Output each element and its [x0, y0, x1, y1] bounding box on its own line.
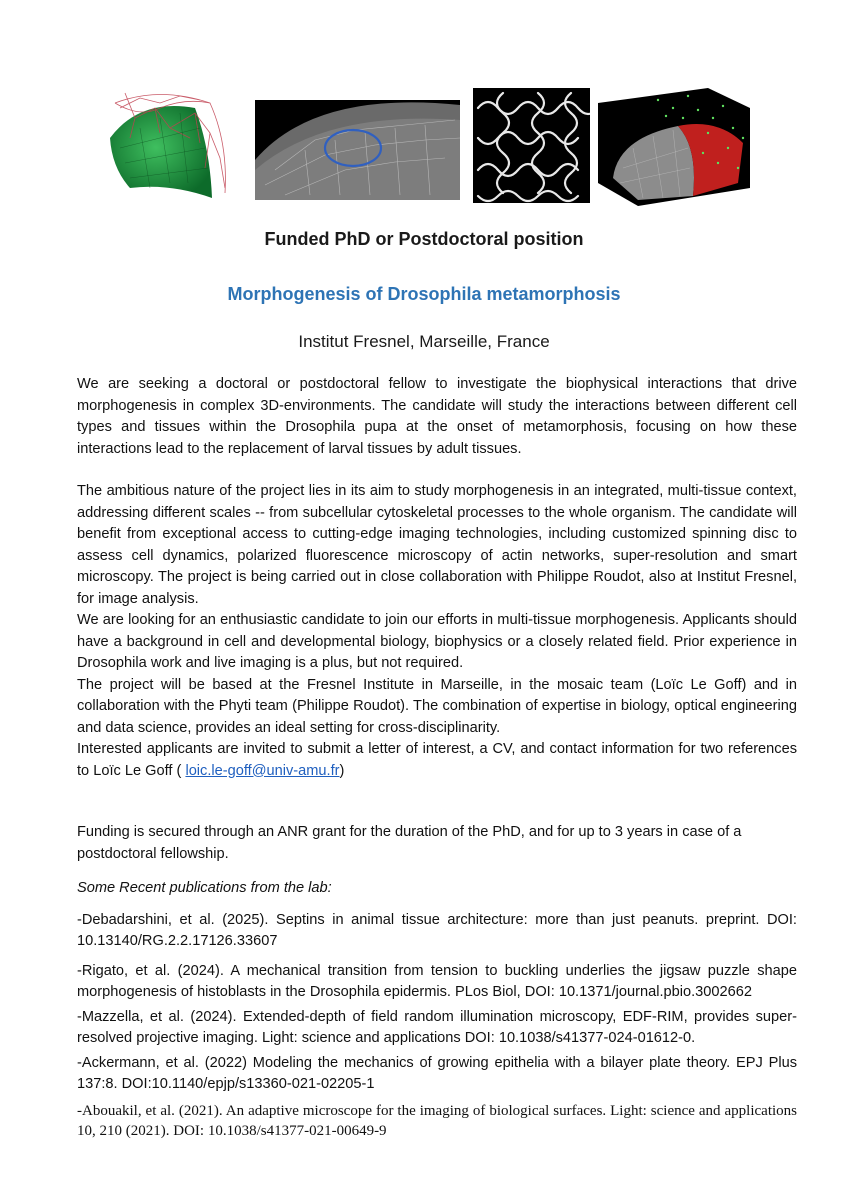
publications-heading: Some Recent publications from the lab:	[77, 880, 332, 896]
position-title: Funded PhD or Postdoctoral position	[264, 229, 584, 249]
candidate-paragraph: We are looking for an enthusiastic candidate to join our efforts in multi-tissue morphogenesis. Applicants should have a background in cell and developmental biology, biophysics or a closely related field. Prior experience in Drosophila work and live imaging is a plus, but not required.	[77, 612, 797, 671]
jigsaw-cells-image	[473, 88, 590, 203]
3d-tissue-mesh-image	[100, 88, 240, 203]
location-paragraph: The project will be based at the Fresnel Institute in Marseille, in the mosaic team (Loïc Le Goff) and in collaboration with the Phyti team (Philippe Roudot). The combination of expertise in biology, optical engineering and data science, provides an ideal setting for cross-disciplinarity.	[77, 676, 797, 736]
image-banner	[100, 88, 750, 208]
publication-item: -Rigato, et al. (2024). A mechanical transition from tension to buckling underlies the jigsaw puzzle shape morphogenesis of histoblasts in the Drosophila epidermis. PLos Biol, DOI: 10.1371/journal.pbio.3002662	[77, 963, 797, 1000]
epithelium-microscopy-image	[255, 100, 460, 200]
institution-location: Institut Fresnel, Marseille, France	[298, 332, 550, 351]
intro-paragraph: We are seeking a doctoral or postdoctoral fellow to investigate the biophysical interactions that drive morphogenesis in complex 3D-environments. The candidate will study the interactions between different cell types and tissues within the Drosophila pupa at the onset of metamorphosis, focusing on how these interactions lead to the replacement of larval tissues by adult tissues.	[77, 376, 797, 457]
publication-item: -Mazzella, et al. (2024). Extended-depth of field random illumination microscopy, EDF-RIM, provides super-resolved projective imaging. Light: science and applications DOI: 10.1038/s41377-024-01612-0.	[77, 1009, 797, 1046]
funding-paragraph: Funding is secured through an ANR grant for the duration of the PhD, and for up to 3 years in case of a postdoctoral fellowship.	[77, 824, 742, 862]
application-close: )	[339, 762, 345, 779]
publication-item: -Ackermann, et al. (2022) Modeling the mechanics of growing epithelia with a bilayer plate theory. EPJ Plus 137:8. DOI:10.1140/epjp/s13360-021-02205-1	[77, 1055, 797, 1092]
project-paragraph: The ambitious nature of the project lies in its aim to study morphogenesis in an integrated, multi-tissue context, addressing different scales -- from subcellular cytoskeletal processes to the whole organism. The candidate will benefit from exceptional access to cutting-edge imaging technologies, including customized spinning disc to assess cell dynamics, polarized fluorescence microscopy of actin networks, super-resolution and smart microscopy. The project is being carried out in close collaboration with Philippe Roudot, also at Institut Fresnel, for image analysis.	[77, 483, 797, 607]
contact-email-link[interactable]: loic.le-goff@univ-amu.fr	[185, 762, 340, 779]
publication-item: -Debadarshini, et al. (2025). Septins in animal tissue architecture: more than just peanuts. preprint. DOI: 10.13140/RG.2.2.17126.33607	[77, 912, 797, 949]
application-paragraph	[77, 739, 797, 782]
application-text: Interested applicants are invited to submit a letter of interest, a CV, and contact information for two references to Loïc Le Goff (	[77, 741, 797, 779]
description-block	[77, 481, 797, 782]
3d-tissue-block-image	[598, 88, 750, 206]
publication-item: -Abouakil, et al. (2021). An adaptive microscope for the imaging of biological surfaces. Light: science and applications 10, 210 (2021). DOI: 10.1038/s41377-021-00649-9	[77, 1103, 797, 1139]
project-subtitle: Morphogenesis of Drosophila metamorphosis	[227, 284, 621, 304]
